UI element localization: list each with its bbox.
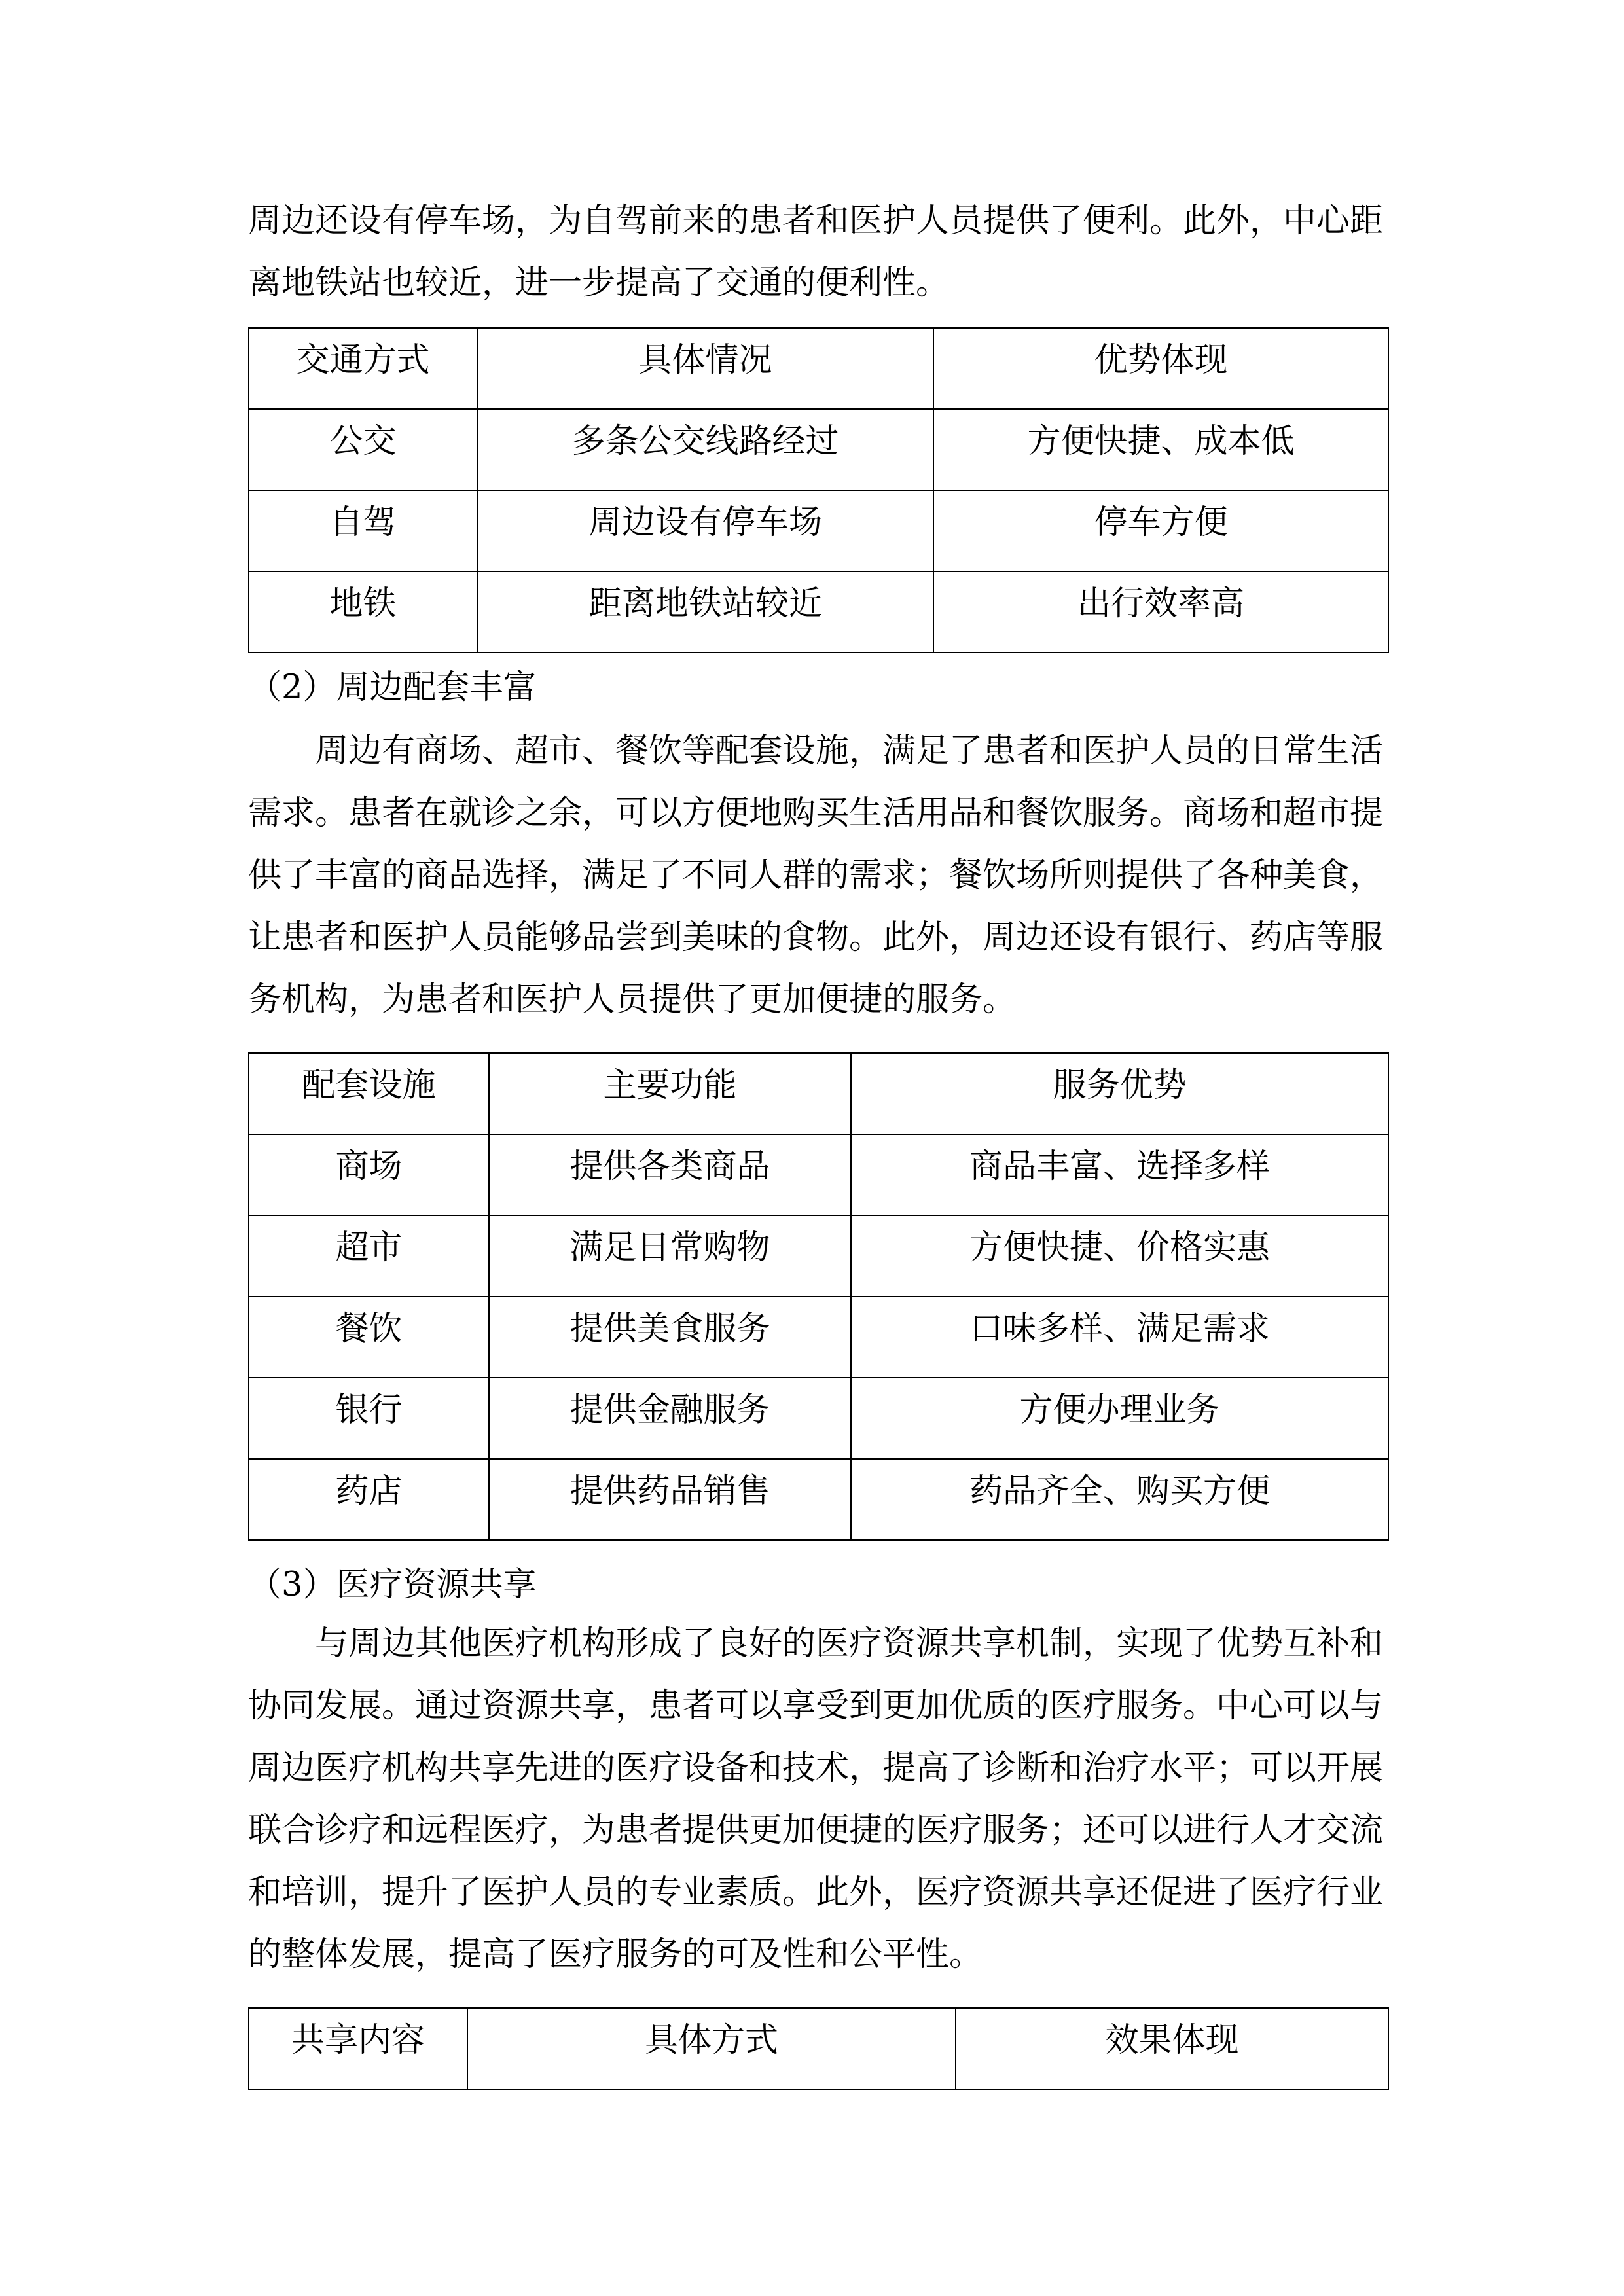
table-cell: 餐饮 xyxy=(249,1297,489,1378)
paragraph-line: 协同发展。通过资源共享，患者可以享受到更加优质的医疗服务。中心可以与 xyxy=(248,1687,1384,1725)
table-cell: 距离地铁站较近 xyxy=(477,571,933,653)
table-row xyxy=(249,1378,1388,1459)
header-cell: 主要功能 xyxy=(489,1053,851,1134)
table-cell: 超市 xyxy=(249,1215,489,1297)
paragraph-line: 联合诊疗和远程医疗，为患者提供更加便捷的医疗服务；还可以进行人才交流 xyxy=(248,1811,1384,1850)
header-cell: 交通方式 xyxy=(249,328,477,409)
table-cell: 满足日常购物 xyxy=(489,1215,851,1297)
facilities-table xyxy=(248,1052,1389,1541)
table-row xyxy=(249,490,1388,571)
paragraph-line: 务机构，为患者和医护人员提供了更加便捷的服务。 xyxy=(248,980,1017,1019)
section-2-heading: （2）周边配套丰富 xyxy=(248,668,537,707)
intro-paragraph xyxy=(248,190,1390,314)
header-cell: 配套设施 xyxy=(249,1053,489,1134)
table-row xyxy=(249,409,1388,490)
table-header-row xyxy=(249,1053,1388,1134)
table-cell: 停车方便 xyxy=(933,490,1388,571)
header-cell: 具体情况 xyxy=(477,328,933,409)
table-cell: 方便快捷、价格实惠 xyxy=(851,1215,1388,1297)
paragraph-line: 离地铁站也较近，进一步提高了交通的便利性。 xyxy=(248,264,950,302)
table-row xyxy=(249,1134,1388,1215)
header-cell: 优势体现 xyxy=(933,328,1388,409)
table-cell: 公交 xyxy=(249,409,477,490)
table-cell: 银行 xyxy=(249,1378,489,1459)
paragraph-line: 与周边其他医疗机构形成了良好的医疗资源共享机制，实现了优势互补和 xyxy=(248,1624,1384,1663)
table-row xyxy=(249,1459,1388,1540)
table-cell: 药店 xyxy=(249,1459,489,1540)
table-cell: 提供药品销售 xyxy=(489,1459,851,1540)
table-header-row xyxy=(249,2008,1388,2089)
header-cell: 具体方式 xyxy=(467,2008,956,2089)
table-cell: 方便快捷、成本低 xyxy=(933,409,1388,490)
section-3-paragraph xyxy=(248,1613,1390,1986)
paragraph-line: 周边医疗机构共享先进的医疗设备和技术，提高了诊断和治疗水平；可以开展 xyxy=(248,1749,1384,1787)
table-cell: 多条公交线路经过 xyxy=(477,409,933,490)
table-row xyxy=(249,1297,1388,1378)
table-cell: 口味多样、满足需求 xyxy=(851,1297,1388,1378)
paragraph-line: 周边还设有停车场，为自驾前来的患者和医护人员提供了便利。此外，中心距 xyxy=(248,202,1384,240)
paragraph-line: 和培训，提升了医护人员的专业素质。此外，医疗资源共享还促进了医疗行业 xyxy=(248,1873,1384,1912)
paragraph-line: 周边有商场、超市、餐饮等配套设施，满足了患者和医护人员的日常生活 xyxy=(248,732,1384,770)
table-cell: 地铁 xyxy=(249,571,477,653)
table-row xyxy=(249,571,1388,653)
table-cell: 周边设有停车场 xyxy=(477,490,933,571)
paragraph-line: 让患者和医护人员能够品尝到美味的食物。此外，周边还设有银行、药店等服 xyxy=(248,918,1384,957)
table-cell: 自驾 xyxy=(249,490,477,571)
paragraph-line: 的整体发展，提高了医疗服务的可及性和公平性。 xyxy=(248,1935,983,1974)
table-cell: 提供各类商品 xyxy=(489,1134,851,1215)
header-cell: 效果体现 xyxy=(956,2008,1388,2089)
table-row xyxy=(249,1215,1388,1297)
table-cell: 提供美食服务 xyxy=(489,1297,851,1378)
table-cell: 出行效率高 xyxy=(933,571,1388,653)
header-cell: 服务优势 xyxy=(851,1053,1388,1134)
table-cell: 药品齐全、购买方便 xyxy=(851,1459,1388,1540)
header-cell: 共享内容 xyxy=(249,2008,467,2089)
section-2-paragraph xyxy=(248,720,1390,1031)
table-header-row xyxy=(249,328,1388,409)
paragraph-line: 供了丰富的商品选择，满足了不同人群的需求；餐饮场所则提供了各种美食， xyxy=(248,856,1384,895)
table-cell: 商品丰富、选择多样 xyxy=(851,1134,1388,1215)
section-3-heading: （3）医疗资源共享 xyxy=(248,1566,537,1604)
paragraph-line: 需求。患者在就诊之余，可以方便地购买生活用品和餐饮服务。商场和超市提 xyxy=(248,794,1384,833)
resource-sharing-table xyxy=(248,2007,1389,2090)
table-cell: 商场 xyxy=(249,1134,489,1215)
table-cell: 方便办理业务 xyxy=(851,1378,1388,1459)
transport-table xyxy=(248,327,1389,653)
table-cell: 提供金融服务 xyxy=(489,1378,851,1459)
